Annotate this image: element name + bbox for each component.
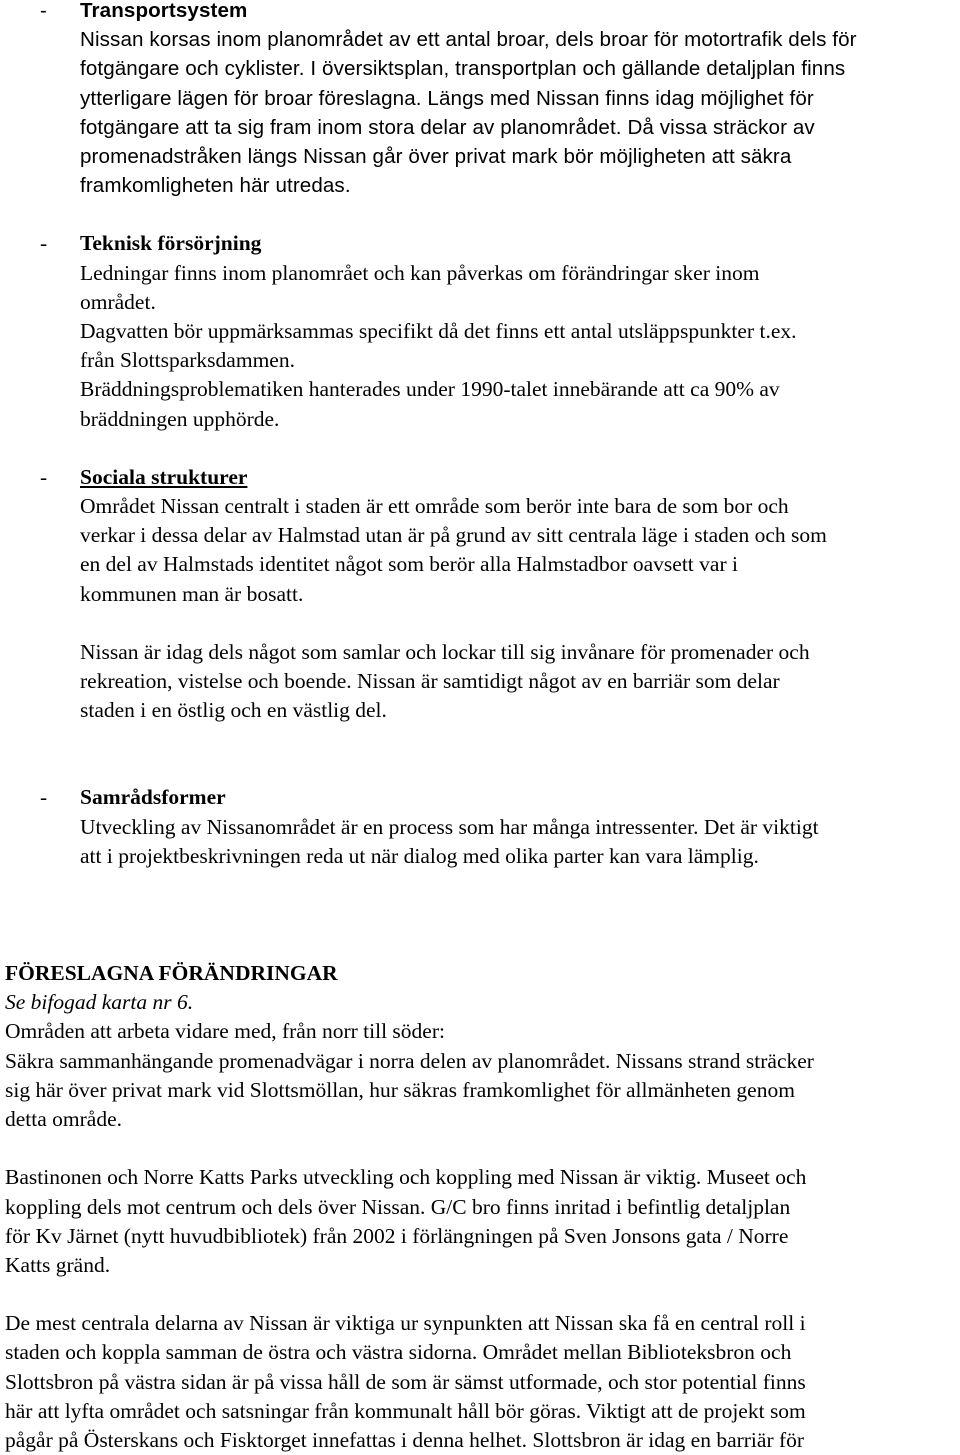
text-line: från Slottsparksdammen.	[80, 348, 295, 373]
text-line: Området Nissan centralt i staden är ett område som berör inte bara de som bor och	[80, 494, 789, 519]
section-heading: Samrådsformer	[80, 785, 226, 810]
section-body	[80, 259, 952, 434]
text-line: pågår på Österskans och Fisktorget innefattas i denna helhet. Slottsbron är idag en barriär för	[5, 1427, 805, 1452]
text-line: staden och koppla samman de östra och västra sidorna. Området mellan Biblioteksbron och	[5, 1340, 792, 1365]
text-line: De mest centrala delarna av Nissan är viktiga ur synpunkten att Nissan ska få en central roll i	[5, 1311, 806, 1336]
intro-line: Områden att arbeta vidare med, från norr till söder:	[5, 1019, 445, 1044]
text-line: Ledningar finns inom planområet och kan påverkas om förändringar sker inom	[80, 260, 760, 285]
text-line: koppling dels mot centrum och dels över Nissan. G/C bro finns inritad i befintlig detaljplan	[5, 1194, 791, 1219]
text-line: fotgängare och cyklister. I översiktsplan, transportplan och gällande detaljplan finns	[80, 57, 846, 81]
text-line: sig här över privat mark vid Slottsmöllan, hur säkras framkomlighet för allmänheten genom	[5, 1077, 795, 1102]
text-line: att i projektbeskrivningen reda ut när dialog med olika parter kan vara lämplig.	[80, 843, 759, 868]
section-technical	[0, 229, 960, 433]
text-line: ytterligare lägen för broar föreslagna. Längs med Nissan finns idag möjlighet för	[80, 86, 814, 110]
text-line: Bräddningsproblematiken hanterades under 1990-talet innebärande att ca 90% av	[80, 377, 780, 402]
text-line: en del av Halmstads identitet något som berör alla Halmstadbor oavsett var i	[80, 552, 738, 577]
text-line: Dagvatten bör uppmärksammas specifikt då det finns ett antal utsläppspunkter t.ex.	[80, 319, 797, 344]
section-social	[0, 463, 960, 726]
text-line: för Kv Järnet (nytt huvudbibliotek) från 2002 i förlängningen på Sven Jonsons gata / Norre	[5, 1223, 789, 1248]
text-line: här att lyfta området och satsningar från kommunalt håll bör göras. Viktigt att de projekt som	[5, 1398, 806, 1423]
section-heading: FÖRESLAGNA FÖRÄNDRINGAR	[5, 961, 338, 986]
text-line: Nissan korsas inom planområdet av ett antal broar, dels broar för motortrafik dels för	[80, 28, 857, 52]
text-line: Bastinonen och Norre Katts Parks utveckling och koppling med Nissan är viktig. Museet och	[5, 1165, 807, 1190]
text-line: rekreation, vistelse och boende. Nissan är samtidigt något av en barriär som delar	[80, 669, 780, 694]
section-consultation	[0, 783, 960, 871]
list-dash: -	[40, 785, 48, 810]
list-dash: -	[40, 231, 48, 256]
text-line: kommunen man är bosatt.	[80, 581, 304, 606]
text-line: detta område.	[5, 1107, 123, 1132]
section-paragraph	[5, 1309, 956, 1455]
section-body	[80, 813, 952, 871]
section-paragraph	[80, 492, 952, 609]
text-line: Nissan är idag dels något som samlar och lockar till sig invånare för promenader och	[80, 639, 810, 664]
text-line: Slottsbron på västra sidan är på vissa håll de som är sämst utformade, och stor potential finns	[5, 1369, 806, 1394]
text-line: bräddningen upphörde.	[80, 406, 280, 431]
list-dash: -	[40, 464, 48, 489]
section-paragraph	[5, 1047, 956, 1135]
text-line: framkomligheten här utredas.	[80, 174, 351, 198]
list-dash: -	[40, 0, 47, 22]
section-transport	[0, 0, 960, 200]
section-body	[80, 25, 952, 200]
section-heading: Transportsystem	[80, 0, 248, 22]
section-heading: Sociala strukturer	[80, 464, 248, 489]
section-heading: Teknisk försörjning	[80, 231, 262, 256]
text-line: staden i en östlig och en västlig del.	[80, 698, 387, 723]
text-line: verkar i dessa delar av Halmstad utan är på grund av sitt centrala läge i staden och som	[80, 523, 827, 548]
section-paragraph	[5, 1163, 956, 1280]
section-paragraph	[80, 638, 952, 726]
text-line: Katts gränd.	[5, 1252, 111, 1277]
text-line: Utveckling av Nissanområdet är en process som har många intressenter. Det är viktigt	[80, 814, 819, 839]
text-line: Säkra sammanhängande promenadvägar i norra delen av planområdet. Nissans strand sträcker	[5, 1048, 814, 1073]
map-reference: Se bifogad karta nr 6.	[5, 990, 194, 1015]
section-proposed-changes	[0, 959, 960, 1455]
text-line: fotgängare att ta sig fram inom stora delar av planområdet. Då vissa sträckor av	[80, 115, 815, 139]
text-line: området.	[80, 289, 156, 314]
text-line: promenadstråken längs Nissan går över privat mark bör möjligheten att säkra	[80, 145, 792, 169]
